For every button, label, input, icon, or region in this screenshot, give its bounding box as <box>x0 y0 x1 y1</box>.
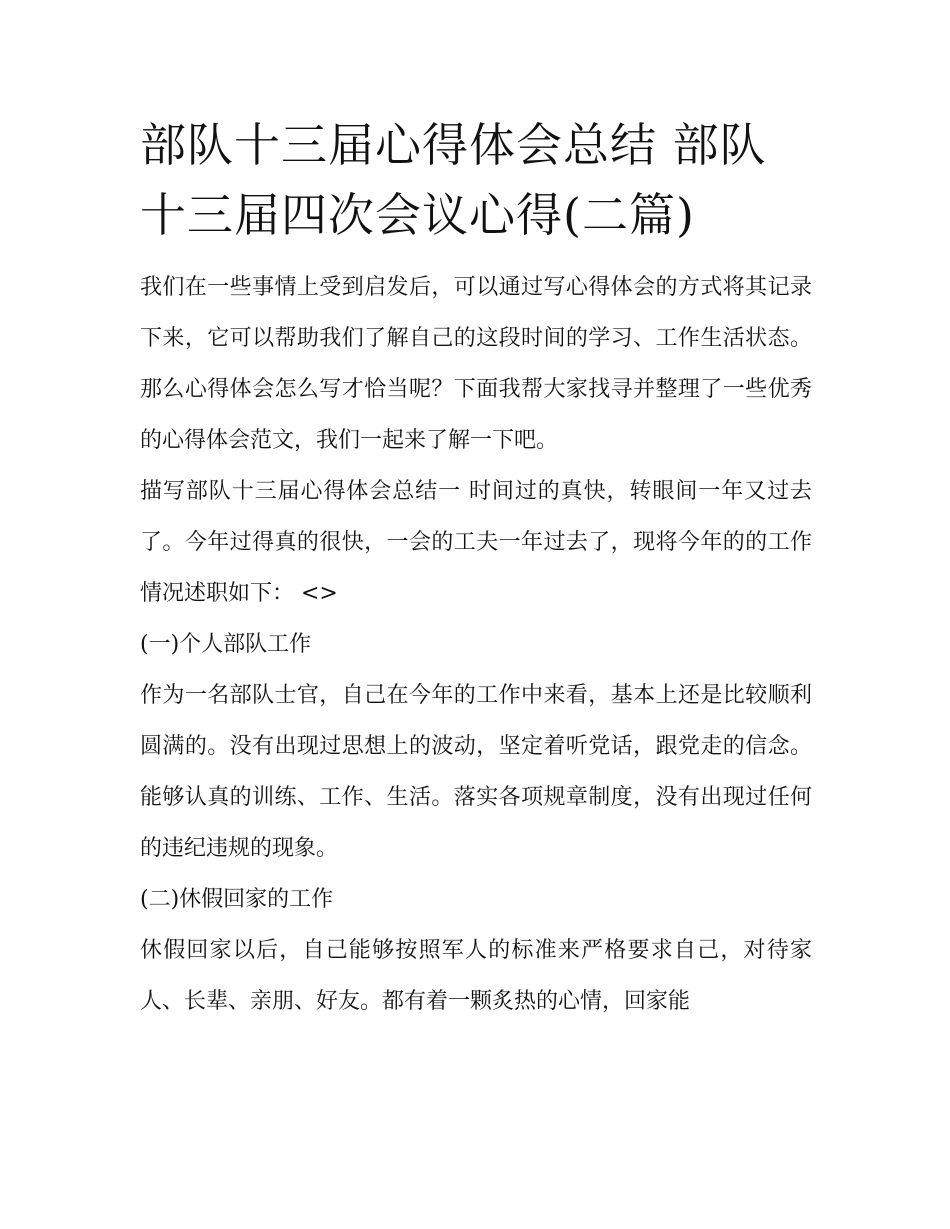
document-title: 部队十三届心得体会总结 部队十三届四次会议心得(二篇) <box>140 118 767 242</box>
section-1-intro-paragraph: 描写部队十三届心得体会总结一 时间过的真快，转眼间一年又过去了。今年过得真的很快，一会的工夫一年过去了，现将今年的的工作情况述职如下： <> <box>140 479 812 606</box>
vacation-work-paragraph: 休假回家以后，自己能够按照军人的标准来严格要求自己，对待家人、长辈、亲朋、好友。都有着一颗炙热的心情，回家能 <box>140 938 812 1014</box>
personal-work-paragraph: 作为一名部队士官，自己在今年的工作中来看，基本上还是比较顺利圆满的。没有出现过思想上的波动，坚定着听党话，跟党走的信念。能够认真的训练、工作、生活。落实各项规章制度，没有出现过任何的违纪违规的现象。 <box>140 683 812 861</box>
intro-paragraph: 我们在一些事情上受到启发后，可以通过写心得体会的方式将其记录下来，它可以帮助我们了解自己的这段时间的学习、工作生活状态。那么心得体会怎么写才恰当呢？下面我帮大家找寻并整理了一些优秀的心得体会范文，我们一起来了解一下吧。 <box>140 275 812 453</box>
document-page <box>140 110 812 1027</box>
heading-vacation-work: (二)休假回家的工作 <box>140 887 334 912</box>
heading-personal-work: (一)个人部队工作 <box>140 632 312 657</box>
